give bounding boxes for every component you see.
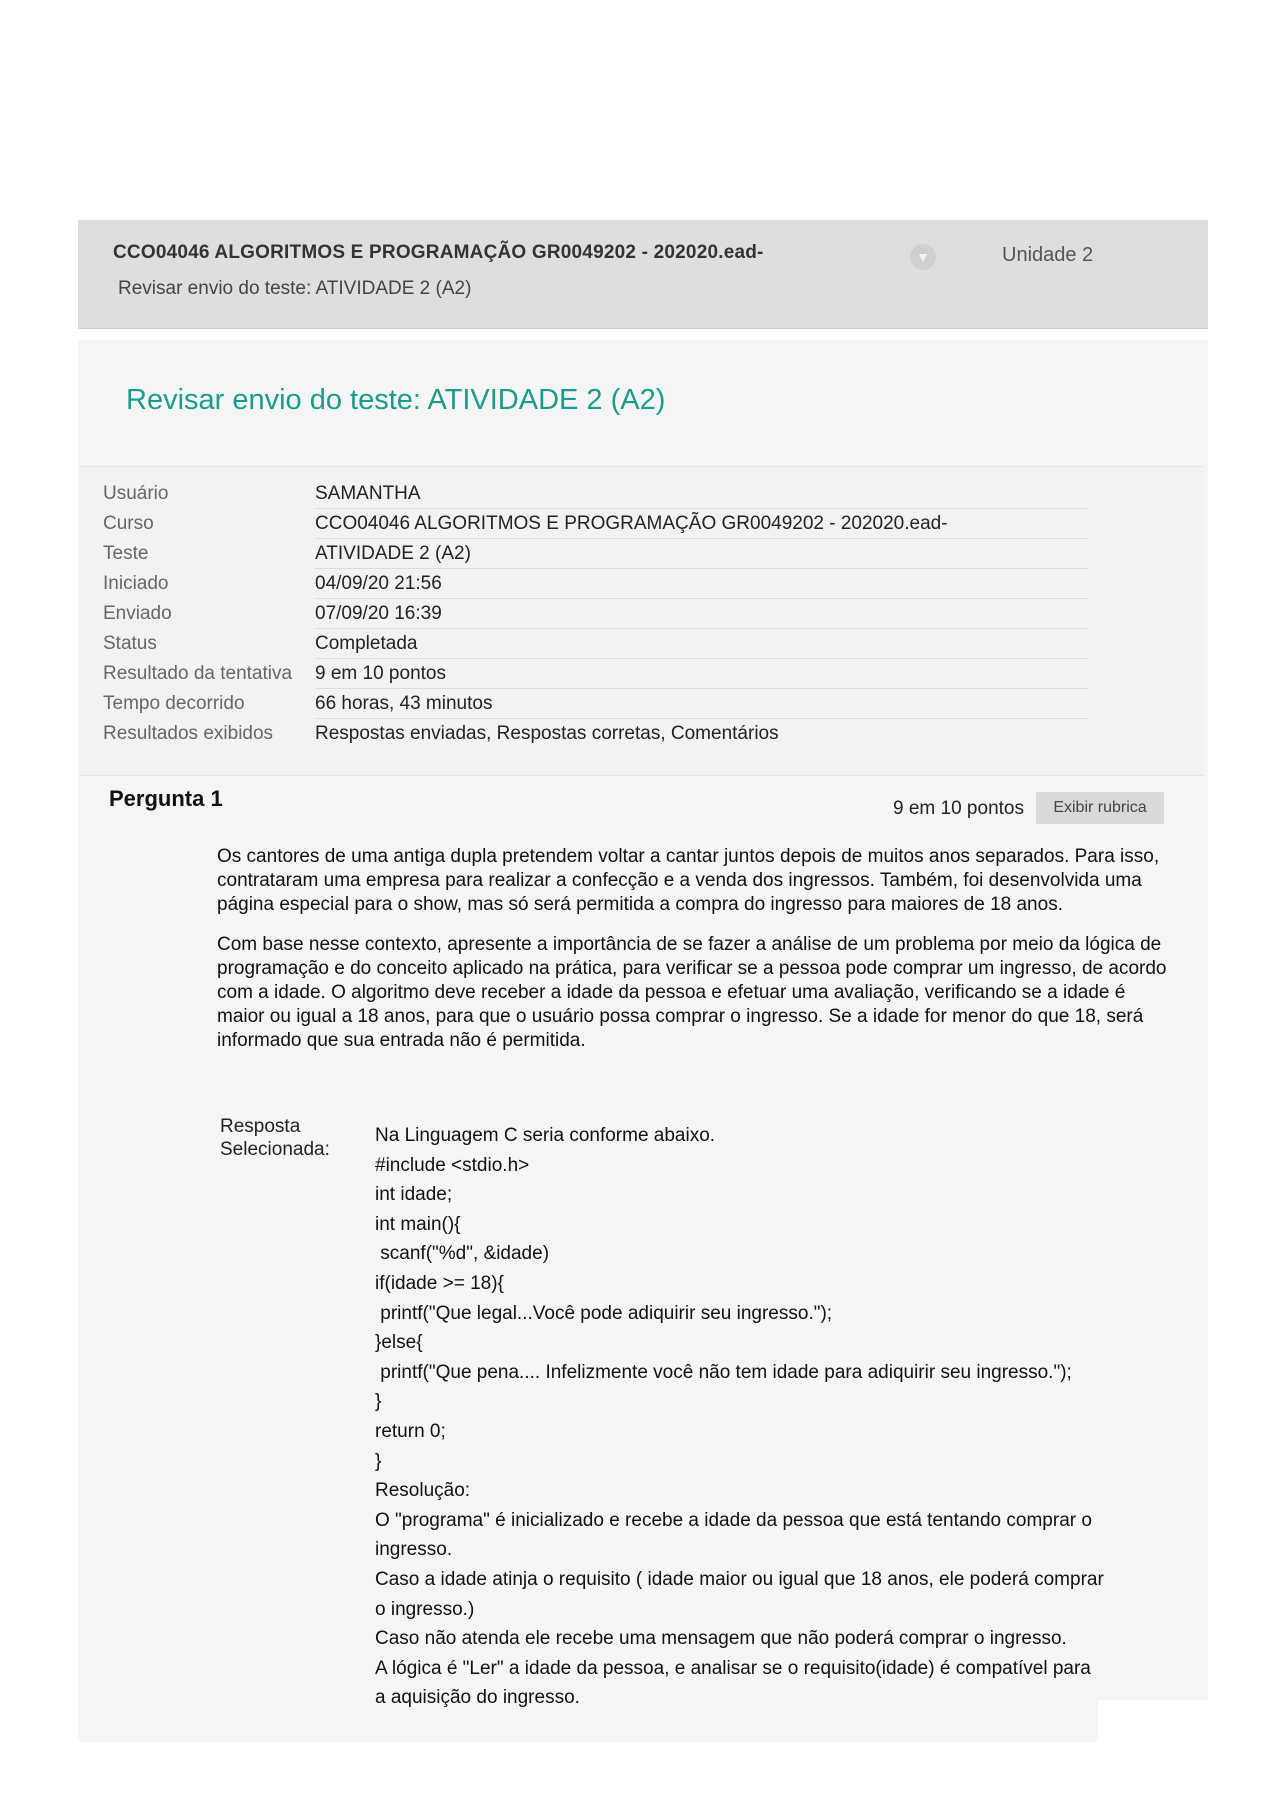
- attempt-summary: [80, 466, 1204, 776]
- summary-row: [103, 509, 1163, 539]
- course-title[interactable]: CCO04046 ALGORITMOS E PROGRAMAÇÃO GR0049202 - 202020.ead-: [113, 242, 764, 263]
- answer-line: Caso a idade atinja o requisito ( idade maior ou igual que 18 anos, ele poderá comprar: [375, 1568, 1104, 1590]
- answer-line: }else{: [375, 1332, 423, 1354]
- page-margin: [1098, 1700, 1280, 1811]
- summary-label: Usuário: [103, 483, 169, 504]
- question-text: [217, 845, 1167, 1053]
- breadcrumb: Revisar envio do teste: ATIVIDADE 2 (A2): [118, 278, 472, 299]
- summary-label: Resultados exibidos: [103, 723, 274, 744]
- summary-value: 07/09/20 16:39: [315, 599, 1089, 629]
- summary-label: Teste: [103, 543, 149, 564]
- summary-row: [103, 479, 1163, 509]
- answer-line: Caso não atenda ele recebe uma mensagem que não poderá comprar o ingresso.: [375, 1628, 1067, 1650]
- summary-label: Iniciado: [103, 573, 169, 594]
- answer-line: printf("Que pena.... Infelizmente você não tem idade para adiquirir seu ingresso.");: [375, 1361, 1072, 1383]
- answer-line: Resolução:: [375, 1480, 471, 1502]
- answer-line: #include <stdio.h>: [375, 1154, 530, 1176]
- main-panel: [78, 340, 1208, 1742]
- chevron-down-icon[interactable]: ▼: [910, 244, 936, 270]
- answer-line: }: [375, 1391, 382, 1413]
- unit-label[interactable]: Unidade 2: [1002, 244, 1094, 266]
- summary-label: Status: [103, 633, 157, 654]
- summary-label: Enviado: [103, 603, 172, 624]
- summary-row: [103, 539, 1163, 569]
- selected-answer: [375, 1121, 1185, 1713]
- summary-value: Completada: [315, 629, 1089, 659]
- answer-line: int main(){: [375, 1213, 461, 1235]
- answer-line: printf("Que legal...Você pode adiquirir seu ingresso.");: [375, 1302, 833, 1324]
- answer-line: o ingresso.): [375, 1598, 475, 1620]
- answer-line: Na Linguagem C seria conforme abaixo.: [375, 1125, 716, 1146]
- answer-line: O "programa" é inicializado e recebe a idade da pessoa que está tentando comprar o: [375, 1509, 1092, 1531]
- answer-line: a aquisição do ingresso.: [375, 1687, 580, 1709]
- summary-row: [103, 569, 1163, 599]
- summary-row: [103, 599, 1163, 629]
- course-header: [78, 220, 1208, 329]
- summary-label: Curso: [103, 513, 154, 534]
- answer-line: ingresso.: [375, 1539, 453, 1561]
- answer-line: if(idade >= 18){: [375, 1272, 504, 1294]
- summary-label: Tempo decorrido: [103, 693, 245, 714]
- summary-value: Respostas enviadas, Respostas corretas, Comentários: [315, 723, 779, 744]
- question-paragraph: Com base nesse contexto, apresente a importância de se fazer a análise de um problema por meio da lógica de programação e do conceito aplicado na prática, para verificar se a pessoa pode comprar um ingresso, de acordo com a idade. O algoritmo deve receber a idade da pessoa e efetuar uma avaliação, verificando se a idade é maior ou igual a 18 anos, para que o usuário possa comprar o ingresso. Se a idade for menor do que 18, será informado que sua entrada não é permitida.: [217, 934, 1167, 1051]
- summary-label: Resultado da tentativa: [103, 663, 293, 684]
- question-paragraph: Os cantores de uma antiga dupla pretendem voltar a cantar juntos depois de muitos anos separados. Para isso, contrataram uma empresa para realizar a confecção e a venda dos ingressos. Também, foi desenvolvida uma página especial para o show, mas só será permitida a compra do ingresso para maiores de 18 anos.: [217, 846, 1160, 915]
- answer-label: Resposta Selecionada:: [220, 1116, 330, 1160]
- summary-value: SAMANTHA: [315, 479, 1089, 509]
- question-points: 9 em 10 pontos: [893, 798, 1024, 819]
- summary-value: ATIVIDADE 2 (A2): [315, 539, 1089, 569]
- show-rubric-button[interactable]: Exibir rubrica: [1036, 792, 1164, 824]
- summary-row: [103, 689, 1163, 719]
- answer-line: }: [375, 1450, 382, 1472]
- summary-value: 66 horas, 43 minutos: [315, 689, 1089, 719]
- answer-line: return 0;: [375, 1420, 446, 1442]
- answer-line: scanf("%d", &idade): [375, 1243, 550, 1265]
- summary-value: 9 em 10 pontos: [315, 659, 1089, 689]
- summary-row: [103, 629, 1163, 659]
- answer-line: int idade;: [375, 1184, 453, 1206]
- answer-line: A lógica é "Ler" a idade da pessoa, e analisar se o requisito(idade) é compatível para: [375, 1657, 1091, 1679]
- summary-value: CCO04046 ALGORITMOS E PROGRAMAÇÃO GR0049202 - 202020.ead-: [315, 509, 1089, 539]
- summary-row: [103, 719, 1163, 749]
- summary-value: 04/09/20 21:56: [315, 569, 1089, 599]
- question-title: Pergunta 1: [109, 786, 223, 811]
- summary-row: [103, 659, 1163, 689]
- page-title: Revisar envio do teste: ATIVIDADE 2 (A2): [126, 384, 666, 416]
